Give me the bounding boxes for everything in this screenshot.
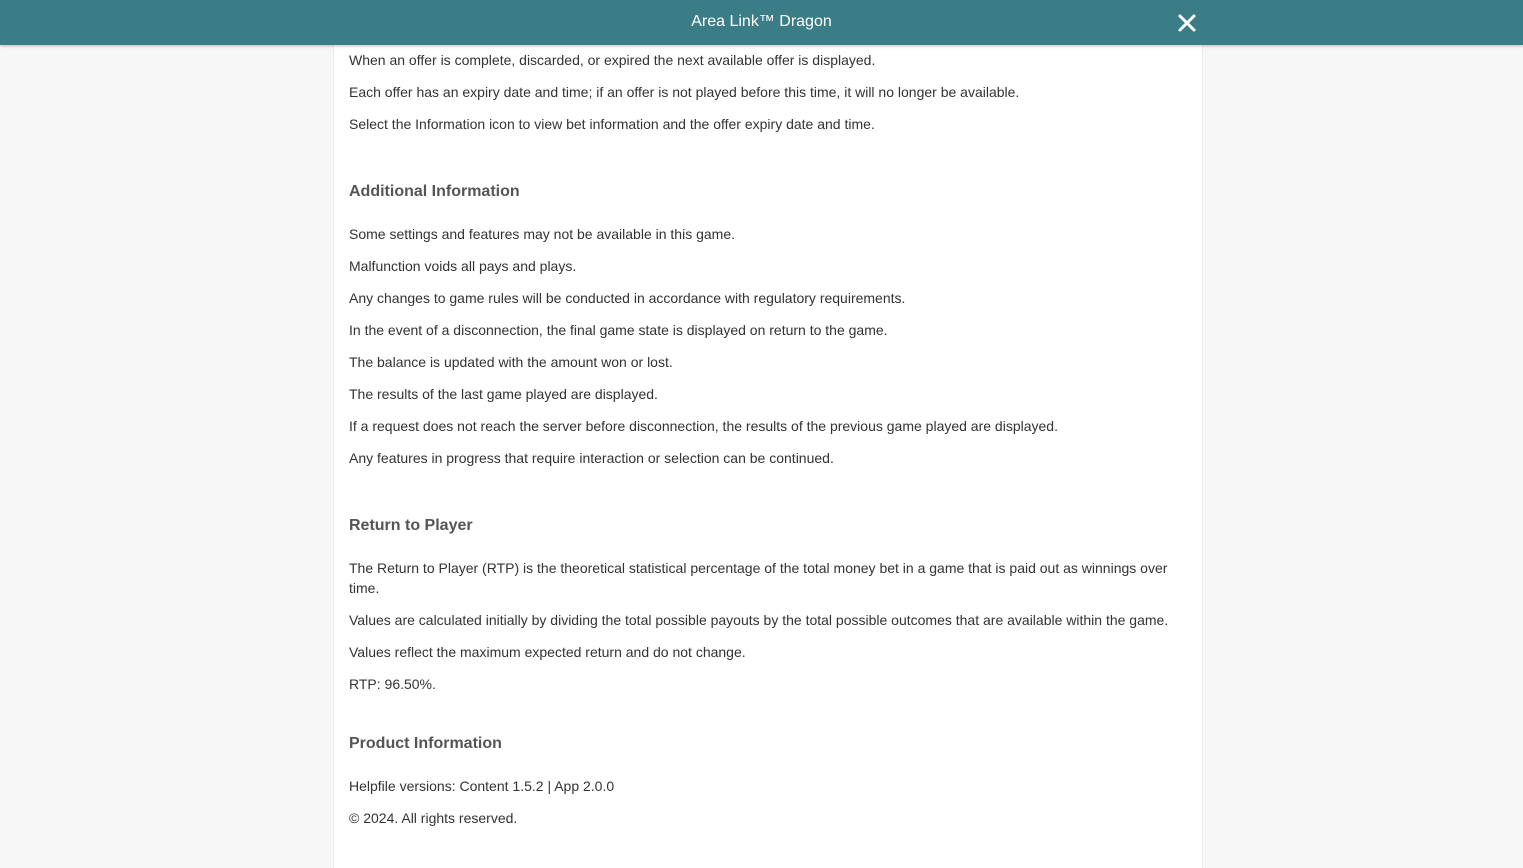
info-paragraph: The results of the last game played are displayed. [349, 386, 658, 402]
close-icon [1176, 12, 1198, 34]
info-paragraph: If a request does not reach the server before disconnection, the results of the previous game played are displayed. [349, 418, 1058, 434]
info-paragraph: The balance is updated with the amount won or lost. [349, 354, 673, 370]
info-paragraph: Malfunction voids all pays and plays. [349, 258, 577, 274]
info-paragraph: Any changes to game rules will be conducted in accordance with regulatory requirements. [349, 290, 906, 306]
offers-paragraph: When an offer is complete, discarded, or expired the next available offer is displayed. [349, 52, 876, 68]
rtp-value: RTP: 96.50%. [349, 676, 436, 692]
offers-paragraph: Select the Information icon to view bet information and the offer expiry date and time. [349, 116, 875, 132]
offers-section [349, 50, 1169, 134]
rtp-paragraph: The Return to Player (RTP) is the theoretical statistical percentage of the total money bet in a game that is paid out as winnings over time. [349, 560, 1168, 596]
product-information-section [349, 734, 1169, 828]
help-content [349, 50, 1169, 840]
info-paragraph: In the event of a disconnection, the final game state is displayed on return to the game. [349, 322, 888, 338]
section-heading: Additional Information [349, 183, 520, 200]
section-heading: Product Information [349, 735, 502, 752]
close-button[interactable] [1176, 12, 1198, 34]
additional-information-section [349, 182, 1169, 468]
header-bar [0, 0, 1523, 45]
rtp-paragraph: Values are calculated initially by dividing the total possible payouts by the total possible outcomes that are available within the game. [349, 612, 1169, 628]
copyright: © 2024. All rights reserved. [349, 810, 518, 826]
offers-paragraph: Each offer has an expiry date and time; if an offer is not played before this time, it will no longer be available. [349, 84, 1020, 100]
info-paragraph: Some settings and features may not be available in this game. [349, 226, 735, 242]
help-content-panel[interactable] [333, 0, 1203, 868]
return-to-player-section [349, 516, 1169, 694]
helpfile-versions: Helpfile versions: Content 1.5.2 | App 2.0.0 [349, 778, 615, 794]
rtp-paragraph: Values reflect the maximum expected return and do not change. [349, 644, 746, 660]
info-paragraph: Any features in progress that require interaction or selection can be continued. [349, 450, 834, 466]
page-title: Area Link™ Dragon [691, 13, 832, 30]
section-heading: Return to Player [349, 517, 473, 534]
